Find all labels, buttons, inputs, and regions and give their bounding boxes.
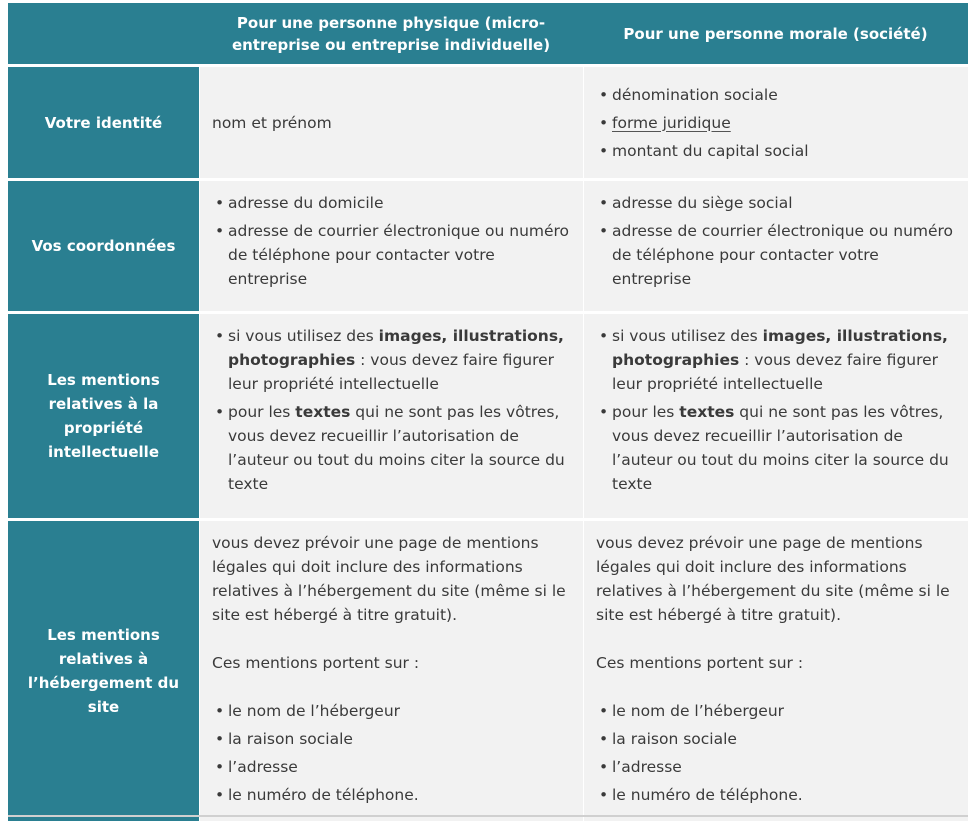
hebergement-physique-list (212, 699, 573, 807)
hebergement-intro: vous devez prévoir une page de mentions légales qui doit inclure des informations relatives à l’hébergement du site (même si le site est hébergé à titre gratuit). (212, 534, 566, 624)
cell-coordonnees-physique (199, 181, 583, 311)
cell-propriete-morale (583, 314, 968, 518)
coordonnees-physique-list (212, 191, 573, 291)
list-item: • le nom de l’hébergeur (596, 699, 958, 723)
list-item: • adresse de courrier électronique ou numéro de téléphone pour contacter votre entreprise (596, 219, 958, 291)
table-bottom-border (8, 815, 968, 817)
forme-juridique-link[interactable]: forme juridique (612, 113, 731, 132)
cell-identite-morale (583, 67, 968, 178)
item-text: si vous utilisez des (228, 327, 379, 345)
propriete-physique-list (212, 324, 573, 496)
row-header-identite: Votre identité (8, 67, 199, 178)
header-personne-physique: Pour une personne physique (micro-entreprise ou entreprise individuelle) (199, 3, 583, 64)
cell-coordonnees-morale (583, 181, 968, 311)
hebergement-morale-list (596, 699, 958, 807)
list-item: • adresse du domicile (212, 191, 573, 215)
propriete-morale-list (596, 324, 958, 496)
hebergement-subintro: Ces mentions portent sur : (212, 654, 420, 672)
list-item (596, 111, 958, 135)
hebergement-intro: vous devez prévoir une page de mentions légales qui doit inclure des informations relatives à l’hébergement du site (même si le site est hébergé à titre gratuit). (596, 534, 950, 624)
list-item (596, 324, 958, 396)
list-item (212, 324, 573, 396)
row-header-coordonnees: Vos coordonnées (8, 181, 199, 311)
item-bold: textes (679, 403, 735, 421)
comparison-table (8, 3, 968, 821)
list-item: • adresse de courrier électronique ou numéro de téléphone pour contacter votre entreprise (212, 219, 573, 291)
cell-hebergement-morale (583, 521, 968, 821)
list-item (212, 400, 573, 496)
cell-identite-physique (199, 67, 583, 178)
coordonnees-morale-list (596, 191, 958, 291)
list-item (596, 400, 958, 496)
item-text: pour les (612, 403, 680, 421)
item-text: : vous devez faire figurer leur propriété intellectuelle (612, 351, 939, 393)
list-item: • le numéro de téléphone. (212, 783, 573, 807)
row-header-hebergement: Les mentions relatives à l’hébergement du site (8, 521, 199, 821)
item-text: si vous utilisez des (612, 327, 763, 345)
item-text: pour les (228, 403, 296, 421)
list-item: • dénomination sociale (596, 83, 958, 107)
list-item: • le nom de l’hébergeur (212, 699, 573, 723)
identite-morale-list (596, 83, 958, 163)
item-text: : vous devez faire figurer leur propriété intellectuelle (228, 351, 555, 393)
list-item: • le numéro de téléphone. (596, 783, 958, 807)
list-item: • la raison sociale (596, 727, 958, 751)
header-personne-morale: Pour une personne morale (société) (583, 3, 968, 64)
list-item: • la raison sociale (212, 727, 573, 751)
list-item: • adresse du siège social (596, 191, 958, 215)
item-bold: images, illustrations, photographies (228, 327, 564, 369)
header-corner (8, 3, 199, 64)
cell-hebergement-physique (199, 521, 583, 821)
item-bold: images, illustrations, photographies (612, 327, 948, 369)
row-header-propriete-intellectuelle: Les mentions relatives à la propriété intellectuelle (8, 314, 199, 518)
list-item: • l’adresse (212, 755, 573, 779)
list-item: • montant du capital social (596, 139, 958, 163)
item-text: qui ne sont pas les vôtres, vous devez recueillir l’autorisation de l’auteur ou tout du moins citer la source du texte (228, 403, 565, 493)
item-bold: textes (295, 403, 351, 421)
item-text: qui ne sont pas les vôtres, vous devez recueillir l’autorisation de l’auteur ou tout du moins citer la source du texte (612, 403, 949, 493)
cell-propriete-physique (199, 314, 583, 518)
hebergement-subintro: Ces mentions portent sur : (596, 654, 804, 672)
list-item: • l’adresse (596, 755, 958, 779)
identite-physique-text: nom et prénom (212, 113, 332, 132)
